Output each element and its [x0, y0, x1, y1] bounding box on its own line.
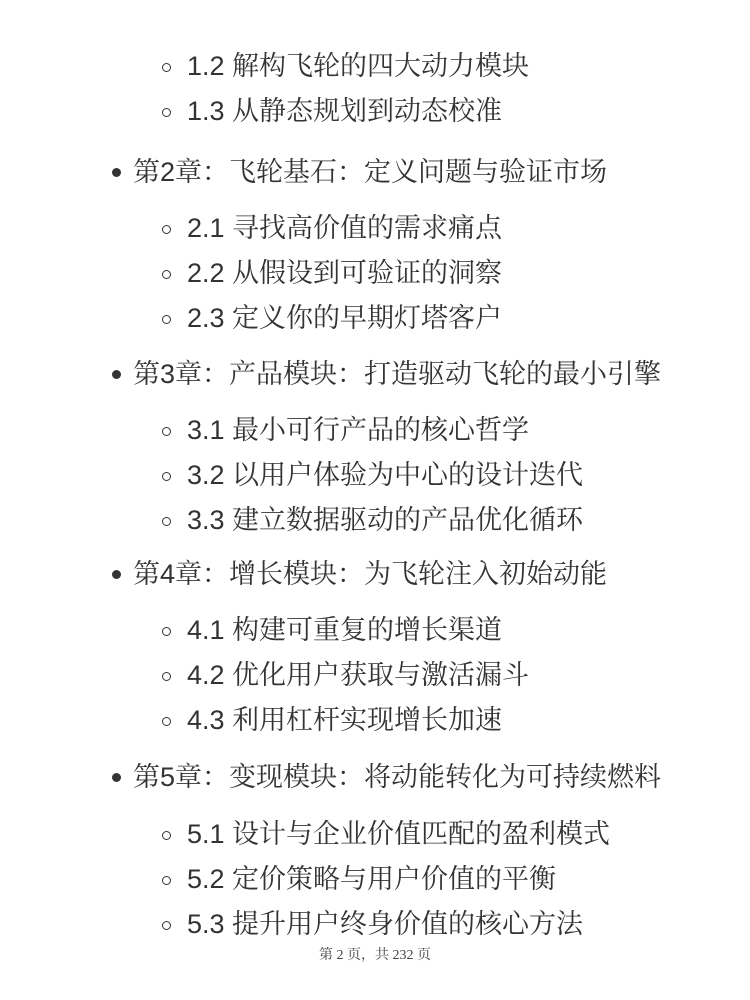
toc-section-label: 3.2 以用户体验为中心的设计迭代: [187, 460, 584, 490]
circle-bullet-icon: [162, 831, 171, 840]
disc-bullet-icon: [112, 168, 121, 177]
toc-section-item: [0, 411, 750, 450]
toc-chapter-title: 第4章：增长模块：为飞轮注入初始动能: [133, 559, 608, 589]
toc-chapter-title: 第2章：飞轮基石：定义问题与验证市场: [133, 157, 608, 187]
toc-section-item: [0, 501, 750, 540]
toc-section-item: [0, 860, 750, 899]
toc-chapter-item: [0, 153, 750, 192]
page-number-footer: 第 2 页，共 232 页: [319, 948, 431, 963]
toc-section-item: [0, 47, 750, 86]
disc-bullet-icon: [112, 370, 121, 379]
toc-section-label: 5.1 设计与企业价值匹配的盈利模式: [187, 819, 611, 849]
circle-bullet-icon: [162, 672, 171, 681]
circle-bullet-icon: [162, 627, 171, 636]
circle-bullet-icon: [162, 270, 171, 279]
toc-section-item: [0, 815, 750, 854]
toc-section-label: 2.1 寻找高价值的需求痛点: [187, 213, 503, 243]
circle-bullet-icon: [162, 108, 171, 117]
toc-chapter-item: [0, 555, 750, 594]
toc-section-item: [0, 656, 750, 695]
toc-section-item: [0, 92, 750, 131]
circle-bullet-icon: [162, 225, 171, 234]
toc-section-item: [0, 905, 750, 944]
toc-section-label: 5.3 提升用户终身价值的核心方法: [187, 909, 584, 939]
disc-bullet-icon: [112, 570, 121, 579]
toc-section-label: 5.2 定价策略与用户价值的平衡: [187, 864, 557, 894]
toc-section-label: 1.3 从静态规划到动态校准: [187, 96, 503, 126]
toc-section-label: 4.1 构建可重复的增长渠道: [187, 615, 503, 645]
toc-chapter-item: [0, 355, 750, 394]
circle-bullet-icon: [162, 876, 171, 885]
circle-bullet-icon: [162, 427, 171, 436]
toc-section-item: [0, 701, 750, 740]
circle-bullet-icon: [162, 472, 171, 481]
toc-section-label: 3.3 建立数据驱动的产品优化循环: [187, 505, 584, 535]
circle-bullet-icon: [162, 517, 171, 526]
toc-section-label: 1.2 解构飞轮的四大动力模块: [187, 51, 530, 81]
toc-section-label: 2.2 从假设到可验证的洞察: [187, 258, 503, 288]
toc-section-label: 2.3 定义你的早期灯塔客户: [187, 303, 503, 333]
toc-section-label: 4.3 利用杠杆实现增长加速: [187, 705, 503, 735]
circle-bullet-icon: [162, 315, 171, 324]
disc-bullet-icon: [112, 773, 121, 782]
toc-section-item: [0, 254, 750, 293]
circle-bullet-icon: [162, 63, 171, 72]
toc-section-item: [0, 209, 750, 248]
toc-section-label: 4.2 优化用户获取与激活漏斗: [187, 660, 530, 690]
toc-chapter-title: 第3章：产品模块：打造驱动飞轮的最小引擎: [133, 359, 662, 389]
toc-chapter-item: [0, 758, 750, 797]
toc-section-item: [0, 299, 750, 338]
circle-bullet-icon: [162, 921, 171, 930]
toc-section-label: 3.1 最小可行产品的核心哲学: [187, 415, 530, 445]
toc-section-item: [0, 456, 750, 495]
toc-section-item: [0, 611, 750, 650]
toc-chapter-title: 第5章：变现模块：将动能转化为可持续燃料: [133, 762, 662, 792]
circle-bullet-icon: [162, 717, 171, 726]
